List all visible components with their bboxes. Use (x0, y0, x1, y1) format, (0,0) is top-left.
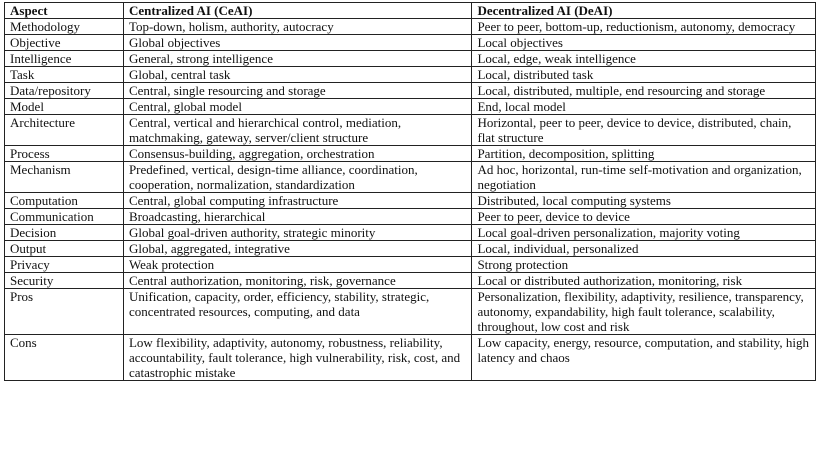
centralized-cell: Low flexibility, adaptivity, autonomy, robustness, reliability, accountability, fault tolerance, high vulnerability, risk, cost, and catastrophic mistake (123, 335, 472, 381)
table-row (5, 115, 816, 146)
aspect-cell: Decision (5, 225, 124, 241)
aspect-cell: Data/repository (5, 83, 124, 99)
table-row (5, 19, 816, 35)
centralized-cell: Unification, capacity, order, efficiency, stability, strategic, concentrated resources, computing, and data (123, 289, 472, 335)
table-row (5, 146, 816, 162)
aspect-cell: Communication (5, 209, 124, 225)
decentralized-cell: Partition, decomposition, splitting (472, 146, 816, 162)
aspect-cell: Privacy (5, 257, 124, 273)
decentralized-cell: Low capacity, energy, resource, computation, and stability, high latency and chaos (472, 335, 816, 381)
table-row (5, 99, 816, 115)
aspect-cell: Process (5, 146, 124, 162)
header-decentralized: Decentralized AI (DeAI) (472, 3, 816, 19)
aspect-cell: Cons (5, 335, 124, 381)
decentralized-cell: Peer to peer, device to device (472, 209, 816, 225)
table-row (5, 162, 816, 193)
aspect-cell: Model (5, 99, 124, 115)
centralized-cell: Global, aggregated, integrative (123, 241, 472, 257)
table-row (5, 225, 816, 241)
table-row (5, 35, 816, 51)
aspect-cell: Task (5, 67, 124, 83)
aspect-cell: Methodology (5, 19, 124, 35)
table-row (5, 83, 816, 99)
comparison-table (4, 2, 816, 381)
table-row (5, 193, 816, 209)
aspect-cell: Computation (5, 193, 124, 209)
decentralized-cell: Local, edge, weak intelligence (472, 51, 816, 67)
centralized-cell: Global objectives (123, 35, 472, 51)
centralized-cell: Central authorization, monitoring, risk, governance (123, 273, 472, 289)
table-row (5, 273, 816, 289)
table-row (5, 241, 816, 257)
centralized-cell: Central, global computing infrastructure (123, 193, 472, 209)
centralized-cell: Central, single resourcing and storage (123, 83, 472, 99)
table-row (5, 335, 816, 381)
aspect-cell: Security (5, 273, 124, 289)
decentralized-cell: Local or distributed authorization, monitoring, risk (472, 273, 816, 289)
table-row (5, 257, 816, 273)
aspect-cell: Output (5, 241, 124, 257)
centralized-cell: Global, central task (123, 67, 472, 83)
aspect-cell: Objective (5, 35, 124, 51)
decentralized-cell: Local objectives (472, 35, 816, 51)
aspect-cell: Architecture (5, 115, 124, 146)
centralized-cell: Global goal-driven authority, strategic minority (123, 225, 472, 241)
decentralized-cell: Distributed, local computing systems (472, 193, 816, 209)
header-centralized: Centralized AI (CeAI) (123, 3, 472, 19)
centralized-cell: General, strong intelligence (123, 51, 472, 67)
header-aspect: Aspect (5, 3, 124, 19)
header-row (5, 3, 816, 19)
centralized-cell: Broadcasting, hierarchical (123, 209, 472, 225)
decentralized-cell: Local goal-driven personalization, majority voting (472, 225, 816, 241)
centralized-cell: Consensus-building, aggregation, orchestration (123, 146, 472, 162)
table-row (5, 51, 816, 67)
centralized-cell: Weak protection (123, 257, 472, 273)
decentralized-cell: End, local model (472, 99, 816, 115)
decentralized-cell: Local, distributed task (472, 67, 816, 83)
table-row (5, 67, 816, 83)
centralized-cell: Central, global model (123, 99, 472, 115)
centralized-cell: Predefined, vertical, design-time alliance, coordination, cooperation, normalization, standardization (123, 162, 472, 193)
centralized-cell: Central, vertical and hierarchical control, mediation, matchmaking, gateway, server/client structure (123, 115, 472, 146)
table-row (5, 209, 816, 225)
decentralized-cell: Peer to peer, bottom-up, reductionism, autonomy, democracy (472, 19, 816, 35)
table-row (5, 289, 816, 335)
centralized-cell: Top-down, holism, authority, autocracy (123, 19, 472, 35)
aspect-cell: Pros (5, 289, 124, 335)
decentralized-cell: Ad hoc, horizontal, run-time self-motivation and organization, negotiation (472, 162, 816, 193)
decentralized-cell: Local, distributed, multiple, end resourcing and storage (472, 83, 816, 99)
decentralized-cell: Horizontal, peer to peer, device to device, distributed, chain, flat structure (472, 115, 816, 146)
decentralized-cell: Local, individual, personalized (472, 241, 816, 257)
decentralized-cell: Personalization, flexibility, adaptivity, resilience, transparency, autonomy, expandability, high fault tolerance, scalability, throughout, low cost and risk (472, 289, 816, 335)
decentralized-cell: Strong protection (472, 257, 816, 273)
aspect-cell: Intelligence (5, 51, 124, 67)
aspect-cell: Mechanism (5, 162, 124, 193)
